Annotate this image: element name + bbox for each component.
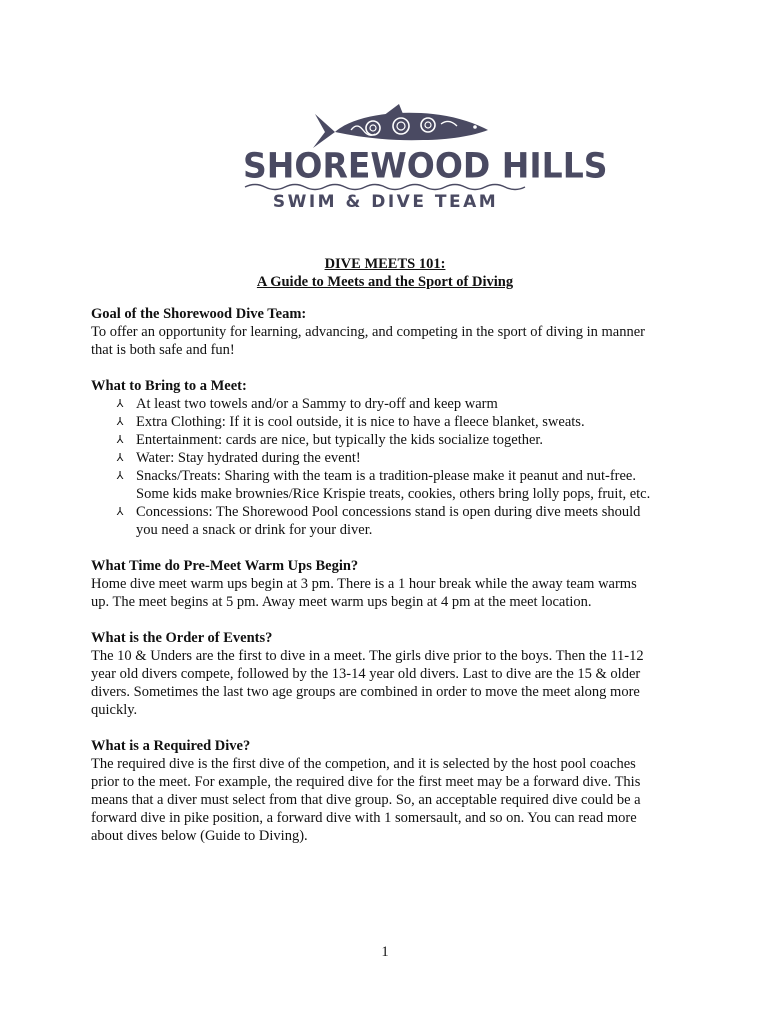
- paragraph-line: To offer an opportunity for learning, advancing, and competing in the sport of diving in manner: [91, 324, 646, 340]
- page-number: 1: [381, 944, 389, 960]
- list-item: [91, 413, 691, 431]
- list-item-text: At least two towels and/or a Sammy to dry-off and keep warm: [136, 396, 498, 412]
- list-item-text: Snacks/Treats: Sharing with the team is a tradition-please make it peanut and nut-free.: [136, 468, 636, 484]
- list-item: [91, 449, 691, 467]
- bullet-arrow-icon: ⅄: [116, 505, 124, 518]
- paragraph-line: The required dive is the first dive of the competion, and it is selected by the host pool coaches: [91, 756, 636, 772]
- list-item-text: Extra Clothing: If it is cool outside, it is nice to have a fleece blanket, sweats.: [136, 414, 585, 430]
- fish-icon: [243, 100, 528, 150]
- paragraph-line: up. The meet begins at 5 pm. Away meet warm ups begin at 4 pm at the meet location.: [91, 594, 592, 610]
- list-item-text: Some kids make brownies/Rice Krispie treats, cookies, others bring lolly pops, fruit, etc.: [136, 486, 651, 502]
- list-item-text: Water: Stay hydrated during the event!: [136, 450, 361, 466]
- list-item: [91, 395, 691, 413]
- document-title: DIVE MEETS 101:: [324, 256, 446, 272]
- section-what-to-bring: [91, 377, 691, 539]
- list-item-text: Concessions: The Shorewood Pool concessions stand is open during dive meets should: [136, 504, 641, 520]
- paragraph-line: The 10 & Unders are the first to dive in a meet. The girls dive prior to the boys. Then the 11-12: [91, 648, 644, 664]
- bullet-arrow-icon: ⅄: [116, 451, 124, 464]
- paragraph-line: Home dive meet warm ups begin at 3 pm. There is a 1 hour break while the away team warms: [91, 576, 637, 592]
- section-heading: Goal of the Shorewood Dive Team:: [91, 306, 307, 322]
- section-order-of-events: [91, 629, 691, 719]
- bullet-list: [91, 395, 691, 539]
- section-required-dive: [91, 737, 691, 845]
- paragraph-line: that is both safe and fun!: [91, 342, 235, 358]
- section-heading: What Time do Pre-Meet Warm Ups Begin?: [91, 558, 359, 574]
- section-warm-ups: [91, 557, 691, 611]
- list-item-text: Entertainment: cards are nice, but typically the kids socialize together.: [136, 432, 544, 448]
- section-heading: What is the Order of Events?: [91, 630, 273, 646]
- team-logo: [243, 100, 608, 218]
- section-goal: [91, 305, 691, 359]
- paragraph-line: divers. Sometimes the last two age groups are combined in order to move the meet along more: [91, 684, 640, 700]
- paragraph-line: about dives below (Guide to Diving).: [91, 828, 308, 844]
- section-heading: What is a Required Dive?: [91, 738, 251, 754]
- document-body: [91, 305, 691, 863]
- list-item: [91, 503, 691, 539]
- bullet-arrow-icon: ⅄: [116, 397, 124, 410]
- document-subtitle: A Guide to Meets and the Sport of Diving: [256, 274, 514, 290]
- logo-title: SHOREWOOD HILLS: [243, 145, 608, 186]
- bullet-arrow-icon: ⅄: [116, 433, 124, 446]
- bullet-arrow-icon: ⅄: [116, 469, 124, 482]
- paragraph-line: means that a diver must select from that dive group. So, an acceptable required dive could be a: [91, 792, 641, 808]
- paragraph-line: quickly.: [91, 702, 138, 718]
- list-item: [91, 431, 691, 449]
- logo-subtitle: SWIM & DIVE TEAM: [272, 192, 499, 212]
- paragraph-line: prior to the meet. For example, the required dive for the first meet may be a forward dive. This: [91, 774, 641, 790]
- section-heading: What to Bring to a Meet:: [91, 378, 247, 394]
- paragraph-line: year old divers compete, followed by the 13-14 year old divers. Last to dive are the 15 & older: [91, 666, 641, 682]
- wave-icon: [243, 182, 528, 192]
- paragraph-line: forward dive in pike position, a forward dive with 1 somersault, and so on. You can read more: [91, 810, 637, 826]
- list-item: [91, 467, 691, 503]
- list-item-text: you need a snack or drink for your diver.: [136, 522, 373, 538]
- bullet-arrow-icon: ⅄: [116, 415, 124, 428]
